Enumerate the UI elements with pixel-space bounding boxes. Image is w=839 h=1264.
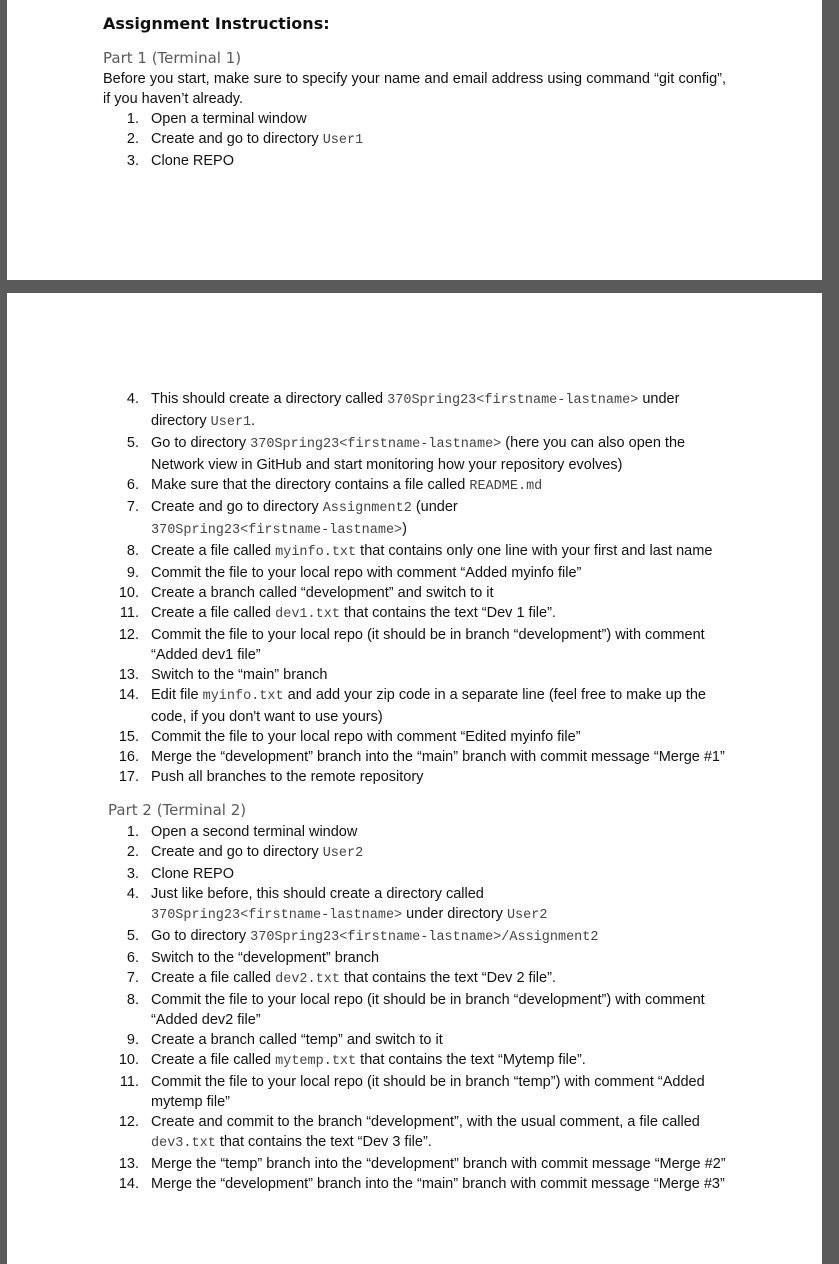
list-item [103,1174,731,1194]
list-item-number: 12. [118,1114,139,1130]
list-item [103,603,731,625]
inline-code: 370Spring23<firstname-lastname> [250,437,502,452]
list-item [103,1154,731,1174]
list-item-number: 10. [118,585,139,601]
list-item-number: 2. [126,131,139,147]
list-item [103,583,731,603]
list-item-text: Create a file called [151,970,276,986]
list-item-text: Commit the file to your local repo (it should be in branch “development”) with comment “Added dev2 file” [151,992,705,1028]
inline-code: 370Spring23<firstname-lastname>/Assignment2 [250,930,599,945]
inline-code: User2 [322,846,364,861]
list-item-number: 3. [126,153,139,169]
list-item-number: 14. [118,687,139,703]
list-item-number: 8. [126,543,139,559]
inline-code: myinfo.txt [202,689,284,704]
page-title: Assignment Instructions: [103,14,330,33]
list-item-number: 12. [118,627,139,643]
list-item-text: Edit file [151,687,203,703]
list-item [103,497,731,541]
list-item-number: 8. [126,992,139,1008]
list-item [103,625,731,665]
list-item [103,884,731,926]
list-item-number: 10. [118,1052,139,1068]
list-item-number: 5. [126,435,139,451]
list-item-text: Create a file called [151,605,276,621]
list-item-number: 1. [126,824,139,840]
inline-code: User2 [506,908,548,923]
list-item [103,1072,731,1112]
list-item-text: Create and go to directory [151,131,323,147]
list-item [103,1030,731,1050]
list-item-text: Create a branch called “temp” and switch to it [151,1032,443,1048]
list-item-text: Make sure that the directory contains a file called [151,477,470,493]
list-item-text: ) [402,521,407,537]
inline-code: myinfo.txt [275,545,357,560]
list-item-text: Commit the file to your local repo (it should be in branch “development”) with comment “Added dev1 file” [151,627,705,663]
list-item-number: 5. [126,928,139,944]
list-item-text: Just like before, this should create a directory called [151,886,484,902]
inline-code: User1 [210,415,252,430]
list-item-number: 9. [126,1032,139,1048]
list-item [103,864,731,884]
list-item-text: that contains only one line with your first and last name [356,543,713,559]
list-item [103,968,731,990]
inline-code: dev1.txt [275,607,340,622]
inline-code: Assignment2 [322,501,412,516]
list-item-text: Create a file called [151,543,276,559]
list-item-text: This should create a directory called [151,391,388,407]
list-item [103,109,731,129]
list-item [103,767,731,787]
list-item [103,389,731,433]
list-item [103,685,731,727]
list-item-text: under directory [402,906,507,922]
list-item-number: 17. [118,769,139,785]
list-item-number: 13. [118,667,139,683]
part1-heading: Part 1 (Terminal 1) [103,49,242,67]
part2-steps-list [103,822,731,1194]
inline-code: 370Spring23<firstname-lastname> [387,393,639,408]
part1-steps-list-b [103,389,731,787]
list-item-number: 11. [119,1074,139,1090]
list-item-text: Commit the file to your local repo (it should be in branch “temp”) with comment “Added mytemp file” [151,1074,705,1110]
list-item-number: 15. [118,729,139,745]
list-item-text: Create a file called [151,1052,276,1068]
list-item-text: Push all branches to the remote repository [151,769,424,785]
list-item-number: 2. [126,844,139,860]
list-item [103,433,731,475]
document-page-1 [7,0,822,280]
list-item-text: (under [411,499,458,515]
list-item [103,747,731,767]
list-item [103,822,731,842]
list-item [103,990,731,1030]
list-item-number: 6. [126,950,139,966]
inline-code: dev3.txt [151,1136,216,1151]
list-item [103,727,731,747]
list-item-text: Merge the “development” branch into the “main” branch with commit message “Merge #1” [151,749,725,765]
list-item-number: 3. [126,866,139,882]
list-item [103,842,731,864]
inline-code: README.md [469,479,543,494]
list-item-text: Clone REPO [151,153,235,169]
list-item [103,1112,731,1154]
part1-steps-list-a [103,109,731,171]
list-item-text: Commit the file to your local repo with comment “Edited myinfo file” [151,729,581,745]
list-item-text: Switch to the “main” branch [151,667,328,683]
list-item-number: 6. [126,477,139,493]
list-item-text: that contains the text “Dev 3 file”. [215,1134,432,1150]
list-item-text: Commit the file to your local repo with comment “Added myinfo file” [151,565,582,581]
inline-code: dev2.txt [275,972,340,987]
list-item-number: 7. [126,499,139,515]
list-item-text: Go to directory [151,928,251,944]
list-item-text: that contains the text “Dev 1 file”. [339,605,556,621]
document-page-2 [7,293,822,1264]
list-item-text: . [251,413,256,429]
list-item-number: 9. [126,565,139,581]
list-item-text: Merge the “development” branch into the “main” branch with commit message “Merge #3” [151,1176,725,1192]
list-item-number: 16. [118,749,139,765]
intro-paragraph: Before you start, make sure to specify your name and email address using command “git config”, if you haven’t already. [103,71,726,107]
list-item [103,948,731,968]
list-item-text: Clone REPO [151,866,235,882]
list-item [103,926,731,948]
list-item-text: Open a second terminal window [151,824,358,840]
list-item-number: 7. [126,970,139,986]
part2-heading: Part 2 (Terminal 2) [108,801,247,819]
inline-code: mytemp.txt [275,1054,357,1069]
list-item [103,541,731,563]
list-item [103,665,731,685]
list-item-text: Go to directory [151,435,251,451]
list-item-number: 4. [126,886,139,902]
list-item [103,563,731,583]
list-item-text: (here you can also open the Network view in GitHub and start monitoring how your repository evolves) [151,435,686,473]
list-item-text: Merge the “temp” branch into the “development” branch with commit message “Merge #2” [151,1156,726,1172]
list-item-number: 14. [118,1176,139,1192]
inline-code: 370Spring23<firstname-lastname> [151,523,403,538]
list-item-text: Open a terminal window [151,111,307,127]
list-item-number: 13. [118,1156,139,1172]
inline-code: User1 [322,133,364,148]
list-item-number: 11. [119,605,139,621]
list-item-text: that contains the text “Dev 2 file”. [339,970,556,986]
list-item-number: 4. [126,391,139,407]
list-item [103,151,731,171]
list-item-text: Create and go to directory [151,499,323,515]
list-item-text: Create and go to directory [151,844,323,860]
list-item-text: Create a branch called “development” and switch to it [151,585,494,601]
list-item-text: under directory [151,391,680,429]
list-item-text: Switch to the “development” branch [151,950,380,966]
list-item [103,129,731,151]
list-item [103,1050,731,1072]
inline-code: 370Spring23<firstname-lastname> [151,908,403,923]
list-item-text: and add your zip code in a separate line (feel free to make up the code, if you don't want to use yours) [151,687,706,725]
list-item-text: that contains the text “Mytemp file”. [356,1052,586,1068]
list-item-text: Create and commit to the branch “development”, with the usual comment, a file called [151,1114,700,1130]
list-item-number: 1. [126,111,139,127]
list-item [103,475,731,497]
